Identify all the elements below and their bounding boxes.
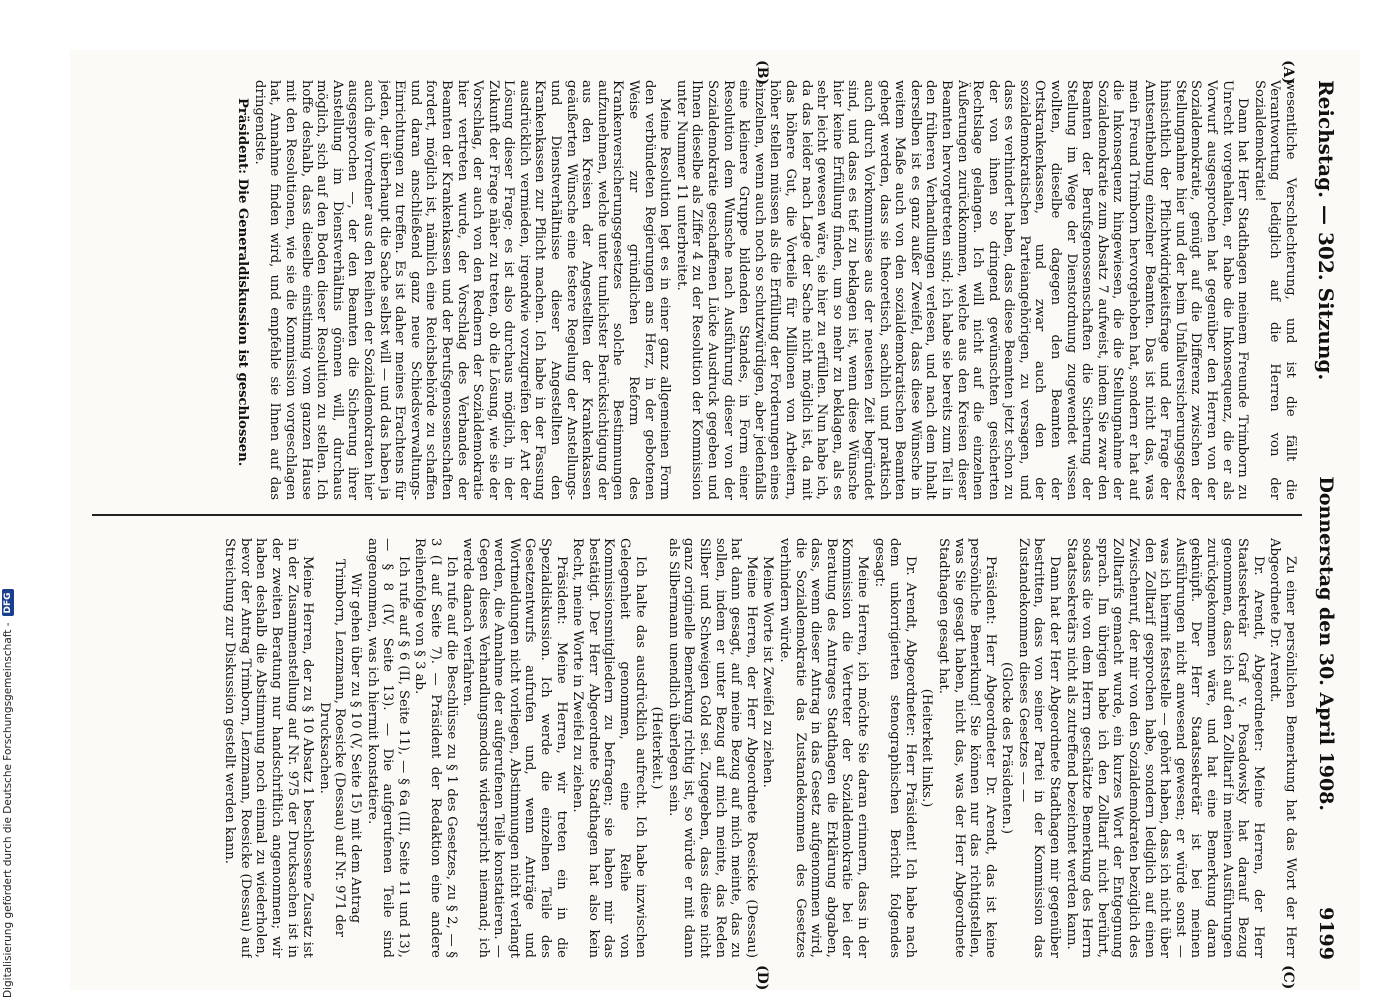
paragraph: Dann hat Herr Stadthagen meinem Freunde Trimborn zu Unrecht vorgehalten, er habe die Inkonsequenz, die er als Vorwurf ausgesprochen hat gegenüber den Herren von der Sozialdemokratie, genügt auf die Differenz zwischen der Stellungnahme hier und der beim Unfallversicherungsgesetz hinsichtlich der Pflichtwidrigkeitsfrage und der Frage der Amtsenthebung einzelner Beamten. Das ist nicht das, was mein Freund Trimborn hervorgehoben hat, sondern er hat auf die Inkonsequenz hingewiesen, die die Stellungnahme der Sozialdemokratie zum Absatz 7 aufweist, indem Sie zwar den Beamten der Berufsgenossenschaften die Sicherung der Stellung im Wege der Dienstordnung zugewendet wissen wollten, dieselbe dagegen den Beamten der Ortskrankenkassen, und zwar auch den der sozialdemokratischen Parteiangehörigen, zu versagen, und dass es verhindert haben, dass diese Beamten jetzt schon zu der von ihnen so dringend gewünschten gesicherten Rechtslage gelangen. Ich will nicht auf die einzelnen Äußerungen zurückkommen, welche aus den Kreisen dieser Beamten hervorgetreten sind; ich habe sie bereits zum Teil in den früheren Verhandlungen verlesen, und nach dem Inhalt derselben ist es ganz außer Zweifel, dass diese Wünsche in weitem Maße auch von den sozialdemokratischen Beamten gehegt werden, dass sie theoretisch, sachlich und praktisch auch durch Vorkommnisse aus der neuesten Zeit begründet sind, und dass es tief zu beklagen ist, wenn diese Wünsche hier keine Erfüllung finden, um so mehr zu beklagen, als es sehr leicht gewesen wäre, sie hier zu erfüllen. Nun habe ich, da das leider nach Lage der Sache nicht möglich ist, da mit das höhere Gut, die Vorteile für Millionen von Arbeitern, höher stellen müssen als die Erfüllung der Forderungen eines einzelnen, wenn auch noch so schutzwürdigen, aber jedenfalls eine kleinere Gruppe bildenden Standes, in Form einer Resolution dem Wunsche nach Ausführung dieser von der Sozialdemokratie geschaffenen Lücke Ausdruck gegeben und Ihnen dieselbe als Ziffer 4 zu der Resolution der Kommission unter Nummer 11 unterbreitet. [673,80,1251,500]
column-divider [92,514,1302,516]
paragraph: Zu einer persönlichen Bemerkung hat das Wort der Herr Abgeordnete Dr. Arendt. [1267,538,1298,958]
scanned-page [70,50,1360,990]
digitization-credit [2,589,14,998]
margin-marker-d: (D) [754,965,770,991]
paragraph: Präsident: Meine Herren, wir treten ein in die Spezialdiskussion. Ich werde die einzelnen Teile des Gesetzentwurfs aufrufen und, wenn Anträge und Wortmeldungen nicht vorliegen, Abstimmungen nicht verlangt werden, die Annahme der aufgerufenen Teile konstatieren. — Gegen dieses Verhandlungsmodus widerspricht niemand; ich werde danach verfahren. [460,538,569,958]
stage-direction: (Heiterkeit.) [649,706,665,790]
paragraph: Dr. Arendt, Abgeordneter: Herr Präsident! Ich habe nach dem unkorrigierten stenographischen Bericht folgendes gesagt: [871,538,918,958]
stage-direction: (Heiterkeit links.) [919,688,935,808]
stage-direction: (Glocke des Präsidenten.) [999,661,1015,835]
header-left: Reichstag. — 302. Sitzung. [1314,80,1338,381]
paragraph: Dann hat der Herr Abgeordnete Stadthagen mir gegenüber bestritten, dass von seiner Partei in der Kommission das Zustandekommen dieses Gesetzes — — [1015,538,1063,958]
paragraph: Meine Resolution legt es in einer ganz allgemeinen Form den verbündeten Regierungen ans Herz, in der gebotenen Weise zur gründlichen Reform des Krankenversicherungsgesetzes solche Bestimmungen aufzunehmen, welche unter tunlichster Berücksichtigung der aus den Kreisen der Angestellten der Krankenkassen geäußerten Wünsche eine festere Regelung der Anstellungs- und Dienstverhältnisse dieser Angestellten den Krankenkassen zur Pflicht machen. Ich habe in der Fassung ausdrücklich vermieden, irgendwie vorzugreifen der Art der Lösung dieser Frage; es ist also durchaus möglich, in der Zukunft der Frage näher zu treten, ob die Lösung, wie sie der Vorschlag, der auch von den Rednern der Sozialdemokratie hier vertreten wurde, der Vorschlag des Verbandes der Beamten der Krankenkassen und der Berufsgenossenschaften fordert, möglich ist, nämlich eine Reichsbehörde zu schaffen und daran anschließend ganz neue Schiedsverwaltungs-Einrichtungen zu treffen. Es ist daher meines Erachtens für jeden, der überhaupt die Sache selbst will — und das haben ja auch die Vorredner aus den Reihen der Sozialdemokraten hier ausgesprochen —, der den Beamten die Sicherung ihrer Anstellung im Dienstverhältnis gönnen will, durchaus möglich, sich auf den Boden dieser Resolution zu stellen. Ich hoffe deshalb, dass dieselbe einstimmig vom ganzen Hause mit den Resolutionen, wie sie die Kommission vorgeschlagen hat, Annahme finden wird, und empfehle sie Ihnen auf das dringendste. [251,80,673,500]
quote: Meine Herren, ich möchte Sie daran erinnern, dass in der Kommission die Vertreter der Sozialdemokratie bei der Beratung des Antrages Stadthagen die Erklärung abgaben, dass, wenn dieser Antrag in das Gesetz aufgenommen wird, die Sozialdemokratie das Zustandekommen des Gesetzes verhindern würde. [777,538,870,958]
paragraph: Meine Herren, der Herr Abgeordnete Roesicke (Dessau) hat dann gesagt, auf meine Bezug auf mich meinte, das zu sollen, indem er unter Bezug auf mich meinte, das Reden Silber und Schweigen Gold sei. Zugegeben, dass diese nicht ganz originelle Bemerkung richtig ist, so würde er mit dann als Silbermann unendlich überlegen sein. [665,538,759,958]
page-header [1314,80,1338,960]
paragraph: Ich halte das ausdrücklich aufrecht. Ich habe inzwischen Gelegenheit genommen, eine Reihe von Kommissionsmitgliedern zu befragen; sie haben mir das bestätigt. Der Herr Abgeordnete Stadthagen hat also kein Recht, meine Worte in Zweifel zu ziehen. [570,538,648,958]
paragraph: Ich rufe auf die Beschlüsse zu § 1 des Gesetzes, zu § 2, — § 3 (I auf Seite 7). — Präsident der Redaktion eine andere Reihenfolge von § 3 ab. [412,538,459,958]
paragraph: Meine Worte ist Zweifel zu ziehen. [760,556,776,788]
credit-text: Digitalisierung gefördert durch die Deutsche Forschungsgemeinschaft - [2,622,14,998]
header-date: Donnerstag den 30. April 1908. [1315,476,1337,812]
paragraph: Meine Herren, der zu § 10 Absatz 1 beschlossene Zusatz ist in der Zusammenstellung auf Nr. 975 der Drucksachen ist in der zweiten Beratung nur handschriftlich angenommen; wir haben deshalb die Abstimmung noch einmal zu wiederholen, bevor der Antrag Trimborn, Lenzmann, Roesicke (Dessau) auf Streichung zur Diskussion gestellt werden kann. [222,538,316,958]
paragraph: Ich rufe auf § 6 (II, Seite 11), — § 6a (III, Seite 11 und 13), — § 8 (IV, Seite 13). — Die aufgerufenen Teile sind angenommen, was ich hiermit konstatiere. [364,538,411,958]
paragraph: Wir gehen über zu § 10 (V, Seite 15) mit dem Antrag Trimborn, Lenzmann, Roesicke (Dessau) auf Nr. 971 der Drucksachen. [316,558,363,938]
margin-marker-b: (B) [754,60,770,86]
paragraph: wesentliche Verschlechterung, und ist die fällt die Verantwortung lediglich auf die Herren von der Sozialdemokratie! [1251,80,1298,500]
margin-marker-c: (C) [1280,965,1296,990]
paragraph: Präsident: Die Generaldiskussion ist geschlossen. [235,98,251,467]
paragraph: Präsident: Herr Abgeordneter Dr. Arendt, das ist keine persönliche Bemerkung! Sie können nur das richtigstellen, was Sie gesagt haben, nicht das, was der Herr Abgeordnete Stadthagen gesagt hat. [935,538,998,958]
margin-marker-a: (A) [1280,60,1296,85]
page-number: 9199 [1315,907,1337,960]
paragraph: Dr. Arendt, Abgeordneter: Meine Herren, der Herr Staatssekretär Graf v. Posadowsky hat darauf Bezug genommen, dass ich auf den Zolltarif in meinen Ausführungen zurückgekommen wäre, und hat eine Bemerkung daran geknüpft. Der Herr Staatssekretär ist bei meinen Ausführungen nicht anwesend gewesen; er würde sonst — was ich hiermit feststelle — gehört haben, dass ich nicht über den Zolltarif gesprochen habe, sondern lediglich auf einen Zwischenruf, der mir von den Sozialdemokraten bezüglich des Zolltarifs gemacht wurde, ein kurzes Wort der Entgegnung sprach. Im übrigen habe ich den Zolltarif nicht berührt, sodass die von dem Herrn geschätzte Bemerkung des Herrn Staatssekretärs nicht als zutreffend bezeichnet werden kann. [1063,538,1266,958]
dfg-logo: DFG [2,589,14,616]
left-column [98,80,1298,500]
right-column [98,538,1298,958]
